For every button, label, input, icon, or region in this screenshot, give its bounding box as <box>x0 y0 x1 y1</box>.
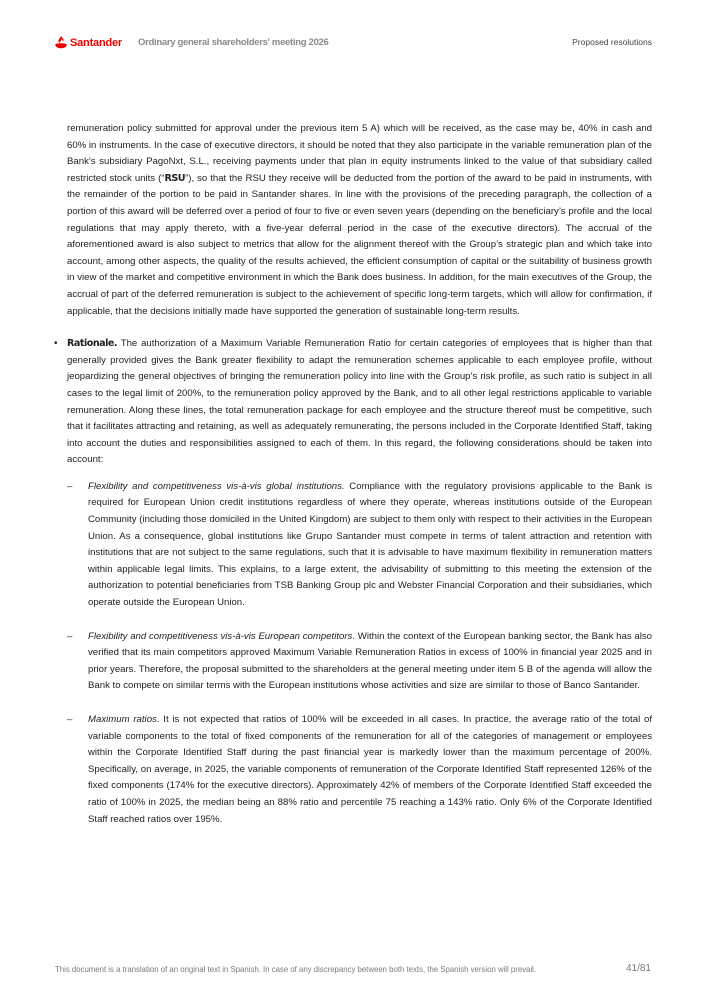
page-number: 41/81 <box>625 963 651 974</box>
item-title: Flexibility and competitiveness vis-à-vis global institutions. <box>88 480 345 492</box>
dash-marker: – <box>67 714 73 725</box>
rationale-bullet <box>54 336 652 828</box>
page-header <box>55 36 652 52</box>
intro-paragraph: remuneration policy submitted for approval under the previous item 5 A) which will be received, as the case may be, 40% in cash and 60% in instruments. In the case of executive directors, it should be noted that they also participate in the variable remuneration plan of the Bank's subsidiary PagoNxt, S.L., receiving payments under that plan in equity instruments linked to the value of that subsidiary called restricted stock units (“RSU”), so that the RSU they receive will be deducted from the portion of the award to be paid in instruments, with the remainder of the portion to be paid in Santander shares. In line with the provisions of the preceding paragraph, the collection of a portion of this award will be deferred over a period of four to five or even seven years (depending on the beneficiary’s profile and the local regulations that may apply thereto, with a five-year deferral period in the case of the executive directors). The accrual of the aforementioned award is also subject to metrics that allow for the alignment thereof with the Group’s strategic plan and which take into account, among other aspects, the quality of the results achieved, the efficient consumption of capital or the suitability of business growth in view of the market and competitive environment in which the Bank does business. In addition, for the main executives of the Group, the accrual of part of the deferred remuneration is subject to the achievement of specific long-term targets, which will allow for confirmation, if applicable, that the decisions initially made have supported the generation of sustainable long-term results. <box>67 123 653 317</box>
section-title: Proposed resolutions <box>572 37 652 47</box>
document-body <box>54 121 653 828</box>
meeting-title: Ordinary general shareholders' meeting 2026 <box>138 37 329 48</box>
rsu-term: RSU <box>164 172 186 184</box>
list-item <box>67 629 652 695</box>
footer-disclaimer: This document is a translation of an original text in Spanish. In case of any discrepancy between both texts, the Spanish version will prevail. <box>55 965 537 974</box>
santander-logo <box>55 36 122 49</box>
brand-name: Santander <box>70 36 122 49</box>
rationale-heading: Rationale. <box>67 338 118 350</box>
rationale-text: The authorization of a Maximum Variable Remuneration Ratio for certain categories of employees that is higher than that generally provided gives the Bank greater flexibility to adapt the remuneration schemes applicable to each employee profile, without jeopardizing the general objectives of bringing the remuneration policy into line with the Group’s risk profile, as such ratio is subject in all cases to the legal limit of 200%, to the remuneration policy approved by the Bank, and to all other legal restrictions applicable to variable remuneration. Along these lines, the total remuneration package for each employee and the structure thereof must be competitive, such that it facilitates attracting and retaining, as well as adequately remunerating, the persons included in the Corporate Identified Staff, taking into account the duties and responsibilities assigned to each of them. In this regard, the following considerations should be taken into account: <box>67 338 652 466</box>
item-text: . Within the context of the European banking sector, the Bank has also verified that its main competitors approved Maximum Variable Remuneration Ratios in excess of 100% in financial year 2025 and in prior years. Therefore, the proposal submitted to the shareholders at the general meeting under item 5 B of the agenda will allow the Bank to compete on similar terms with the European institutions whose activities and size are similar to those of Banco Santander. <box>88 630 652 692</box>
dash-marker: – <box>67 480 73 492</box>
item-title: Maximum ratios <box>88 714 157 725</box>
bullet-dot: • <box>54 338 58 350</box>
list-item <box>67 712 652 828</box>
item-text: Compliance with the regulatory provisions applicable to the Bank is required for European Union credit institutions regardless of where they operate, whereas institutions outside of the European Community (including those domiciled in the United Kingdom) are subject to them only with respect to their activities in the European Union. As a consequence, global institutions like Grupo Santander must compete in terms of talent attraction and retention with institutions that are not subject to the same regulations, such that it is advisable to have maximum flexibility in remuneration matters within applicable legal limits. This explains, to a large extent, the advisability of submitting to this meeting the extension of the authorization to potential beneficiaries from TSB Banking Group plc and Webster Financial Corporation and their subsidiaries, which operate outside the European Union. <box>88 480 652 609</box>
item-title: Flexibility and competitiveness vis-à-vis European competitors <box>88 630 353 642</box>
list-item <box>67 479 652 612</box>
item-text: . It is not expected that ratios of 100% will be exceeded in all cases. In practice, the average ratio of the total of variable components to the total of fixed components of the remuneration for all of the categories of management or employees within the Corporate Identified Staff during the past financial year is markedly lower than the maximum percentage of 200%. Specifically, on average, in 2025, the variable components of remuneration of the Corporate Identified Staff represented 126% of the fixed components (174% for the executive directors). Approximately 42% of members of the Corporate Identified Staff exceeded the ratio of 100% in 2025, the median being an 88% ratio and percentile 75 reaching a 143% ratio. Only 6% of the Corporate Identified Staff reached ratios over 195%. <box>88 714 652 825</box>
dash-marker: – <box>67 630 73 642</box>
flame-icon <box>55 36 67 49</box>
